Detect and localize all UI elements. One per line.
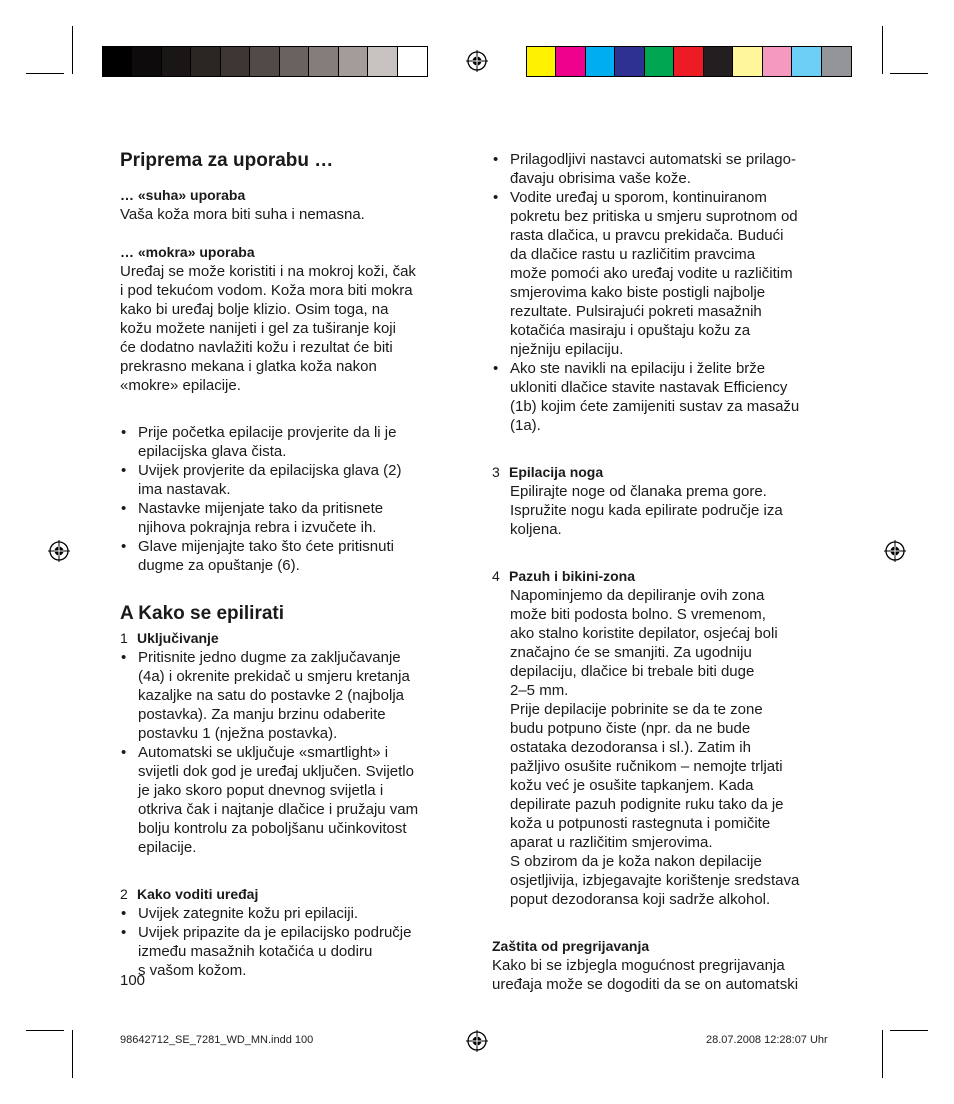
color-swatch <box>822 47 851 76</box>
text-line: depilirate pazuh podignite ruku tako da je <box>510 796 784 813</box>
text-line: će dodatno navlažiti kožu i rezultat će biti <box>120 339 393 356</box>
bullet-item <box>120 904 455 923</box>
color-swatch <box>191 47 220 76</box>
text-line: otkriva čak i najtanje dlačice i pružaju vam <box>138 801 419 818</box>
subheading-zastita: Zaštita od pregrijavanja <box>492 938 650 954</box>
preparation-bullet-list <box>120 423 455 575</box>
text-line: • Uvijek provjerite da epilacijska glava (2) <box>138 462 402 479</box>
text-line: pokretu bez pritiska u smjeru suprotnom od <box>510 208 798 225</box>
text-line: smjerovima kako biste postigli najbolje <box>510 284 766 301</box>
text-line: kotačića masiraju i opuštaju kožu za <box>510 322 751 339</box>
color-swatch <box>763 47 792 76</box>
text-line: da dlačice rastu u različitim pravcima <box>510 246 756 263</box>
text-line: • Vodite uređaj u sporom, kontinuiranom <box>510 189 767 206</box>
color-swatch <box>368 47 397 76</box>
text-line: kazaljke na satu do postavke 2 (najbolja <box>138 687 405 704</box>
step-number: 4 <box>492 568 500 584</box>
step-title: Kako voditi uređaj <box>137 886 259 902</box>
section-title-priprema: Priprema za uporabu … <box>120 150 334 171</box>
text-line: je jako skoro poput dnevnog svijetla i <box>138 782 384 799</box>
text-line: • Nastavke mijenjate tako da pritisnete <box>138 500 384 517</box>
text-line: kako bi uređaj bolje klizio. Osim toga, na <box>120 301 389 318</box>
registration-mark-icon <box>466 1030 488 1052</box>
step-title: Pazuh i bikini-zona <box>509 568 636 584</box>
step-1-heading <box>120 629 455 648</box>
text-line: • Uvijek zategnite kožu pri epilaciji. <box>138 905 359 922</box>
text-line: i pod tekućom vodom. Koža mora biti mokra <box>120 282 413 299</box>
subheading-mokra: … «mokra» uporaba <box>120 244 255 260</box>
bullet-item <box>492 359 837 435</box>
crop-mark <box>26 73 64 74</box>
text-line: postavku 1 (nježna postavka). <box>138 725 338 742</box>
text-line: • Automatski se uključuje «smartlight» i <box>138 744 389 761</box>
grayscale-color-bar <box>102 46 428 77</box>
text-line: aparat u različitim smjerovima. <box>510 834 713 851</box>
text-line: njihova pokrajnja rebra i izvučete ih. <box>138 519 377 536</box>
step-title: Uključivanje <box>137 630 219 646</box>
text-line: ukloniti dlačice stavite nastavak Efficiency <box>510 379 788 396</box>
text-line: bolju kontrolu za poboljšanu učinkovitost <box>138 820 407 837</box>
crop-mark <box>26 1030 64 1031</box>
registration-mark-icon <box>48 540 70 562</box>
step-2-bullet-list <box>120 904 455 961</box>
text-line: • Prije početka epilacije provjerite da li je <box>138 424 397 441</box>
file-slug: 98642712_SE_7281_WD_MN.indd 100 <box>120 1034 314 1046</box>
text-line: S obzirom da je koža nakon depilacije <box>510 853 762 870</box>
paragraph-mokra <box>120 262 455 395</box>
text-line: kožu već je osušite tapkanjem. Kada <box>510 777 754 794</box>
text-line: ostataka dezodoransa i sl.). Zatim ih <box>510 739 751 756</box>
color-swatch <box>674 47 703 76</box>
text-line: Ispružite nogu kada epilirate područje iza <box>510 502 783 519</box>
text-line: osjetljivija, izbjegavajte korištenje sredstava <box>510 872 800 889</box>
bullet-item <box>120 923 455 961</box>
right-column <box>492 150 837 994</box>
text-line: Napominjemo da depiliranje ovih zona <box>510 587 765 604</box>
text-line: • Prilagodljivi nastavci automatski se prilago- <box>510 151 796 168</box>
guiding-bullet-list <box>492 150 837 435</box>
text-line: ima nastavak. <box>138 481 231 498</box>
bullet-item <box>120 537 455 575</box>
text-line: «mokre» epilacije. <box>120 377 241 394</box>
step-4-heading <box>492 567 837 586</box>
text-line: rezultate. Pulsirajući pokreti masažnih <box>510 303 762 320</box>
text-line: koža u potpunosti rastegnuta i pomičite <box>510 815 771 832</box>
process-color-bar <box>526 46 852 77</box>
bullet-item <box>120 743 455 857</box>
text-line: depilaciju, dlačice bi trebale biti duge <box>510 663 755 680</box>
paragraph-zastita <box>492 956 837 994</box>
subheading-suha: … «suha» uporaba <box>120 187 246 203</box>
color-swatch <box>339 47 368 76</box>
text-line: Epilirajte noge od članaka prema gore. <box>510 483 767 500</box>
text-line: (1b) kojim ćete zamijeniti sustav za masažu <box>510 398 800 415</box>
text-line: prekrasno mekana i glatka koža nakon <box>120 358 377 375</box>
crop-mark <box>890 1030 928 1031</box>
text-line: • Ako ste navikli na epilaciju i želite brže <box>510 360 766 377</box>
crop-mark <box>72 26 73 74</box>
step-2-continuation: s vašom kožom. <box>138 962 247 979</box>
color-swatch <box>132 47 161 76</box>
text-line: koljena. <box>510 521 562 538</box>
bullet-item <box>120 461 455 499</box>
text-line: pažljivo osušite ručnikom – nemojte trljati <box>510 758 783 775</box>
text-line: može biti podosta bolno. S vremenom, <box>510 606 766 623</box>
text-line: epilacijska glava čista. <box>138 443 287 460</box>
step-3-heading <box>492 463 837 482</box>
text-line: Kako bi se izbjegla mogućnost pregrijavanja <box>492 957 785 974</box>
crop-mark <box>890 73 928 74</box>
text-line: • Glave mijenjajte tako što ćete pritisnuti <box>138 538 394 555</box>
text-line: uređaja može se dogoditi da se on automatski <box>492 976 799 993</box>
text-line: (1a). <box>510 417 541 434</box>
crop-mark <box>882 1030 883 1078</box>
text-line: (4a) i okrenite prekidač u smjeru kretanja <box>138 668 410 685</box>
color-swatch <box>221 47 250 76</box>
bullet-item <box>120 499 455 537</box>
color-swatch <box>556 47 585 76</box>
color-swatch <box>280 47 309 76</box>
color-swatch <box>162 47 191 76</box>
paragraph-suha: Vaša koža mora biti suha i nemasna. <box>120 206 365 223</box>
color-swatch <box>704 47 733 76</box>
text-line: đavaju obrisima vaše kože. <box>510 170 691 187</box>
date-slug: 28.07.2008 12:28:07 Uhr <box>706 1034 828 1046</box>
bullet-item <box>492 188 837 359</box>
text-line: nježniju epilaciju. <box>510 341 624 358</box>
color-swatch <box>733 47 762 76</box>
text-line: može pomoći ako uređaj vodite u različitim <box>510 265 793 282</box>
step-4-text <box>492 586 837 909</box>
text-line: između masažnih kotačića u dodiru <box>138 943 373 960</box>
step-number: 2 <box>120 886 128 902</box>
color-swatch <box>527 47 556 76</box>
text-line: postavka). Za manju brzinu odaberite <box>138 706 386 723</box>
registration-mark-icon <box>884 540 906 562</box>
text-line: ako stalno koristite depilator, osjećaj boli <box>510 625 778 642</box>
step-3-text <box>492 482 837 539</box>
step-1-bullet-list <box>120 648 455 857</box>
step-number: 1 <box>120 630 128 646</box>
bullet-item <box>120 423 455 461</box>
crop-mark <box>882 26 883 74</box>
step-2-heading <box>120 885 455 904</box>
color-swatch <box>103 47 132 76</box>
text-line: dugme za opuštanje (6). <box>138 557 300 574</box>
text-line: poput dezodoransa koji sadrže alkohol. <box>510 891 771 908</box>
section-title-kako-epilirati: A Kako se epilirati <box>120 603 285 624</box>
text-line: rasta dlačica, u pravcu prekidača. Budući <box>510 227 784 244</box>
text-line: budu potpuno čiste (npr. da ne bude <box>510 720 751 737</box>
text-line: epilacije. <box>138 839 197 856</box>
text-line: • Uvijek pripazite da je epilacijsko područje <box>138 924 412 941</box>
color-swatch <box>309 47 338 76</box>
text-line: Uređaj se može koristiti i na mokroj koži, čak <box>120 263 416 280</box>
page-number: 100 <box>120 972 146 989</box>
color-swatch <box>398 47 427 76</box>
crop-mark <box>72 1030 73 1078</box>
step-number: 3 <box>492 464 500 480</box>
left-column <box>120 150 455 980</box>
text-line: Prije depilacije pobrinite se da te zone <box>510 701 763 718</box>
bullet-item <box>492 150 837 188</box>
bullet-item <box>120 648 455 743</box>
color-swatch <box>250 47 279 76</box>
color-swatch <box>645 47 674 76</box>
text-line: značajno će se smanjiti. Za ugodniju <box>510 644 752 661</box>
text-line: svijetli dok god je uređaj uključen. Svijetlo <box>138 763 414 780</box>
text-line: 2–5 mm. <box>510 682 569 699</box>
color-swatch <box>615 47 644 76</box>
text-line: kožu možete nanijeti i gel za tuširanje koji <box>120 320 396 337</box>
text-line: • Pritisnite jedno dugme za zaključavanje <box>138 649 401 666</box>
registration-mark-icon <box>466 50 488 72</box>
step-title: Epilacija noga <box>509 464 604 480</box>
color-swatch <box>586 47 615 76</box>
color-swatch <box>792 47 821 76</box>
